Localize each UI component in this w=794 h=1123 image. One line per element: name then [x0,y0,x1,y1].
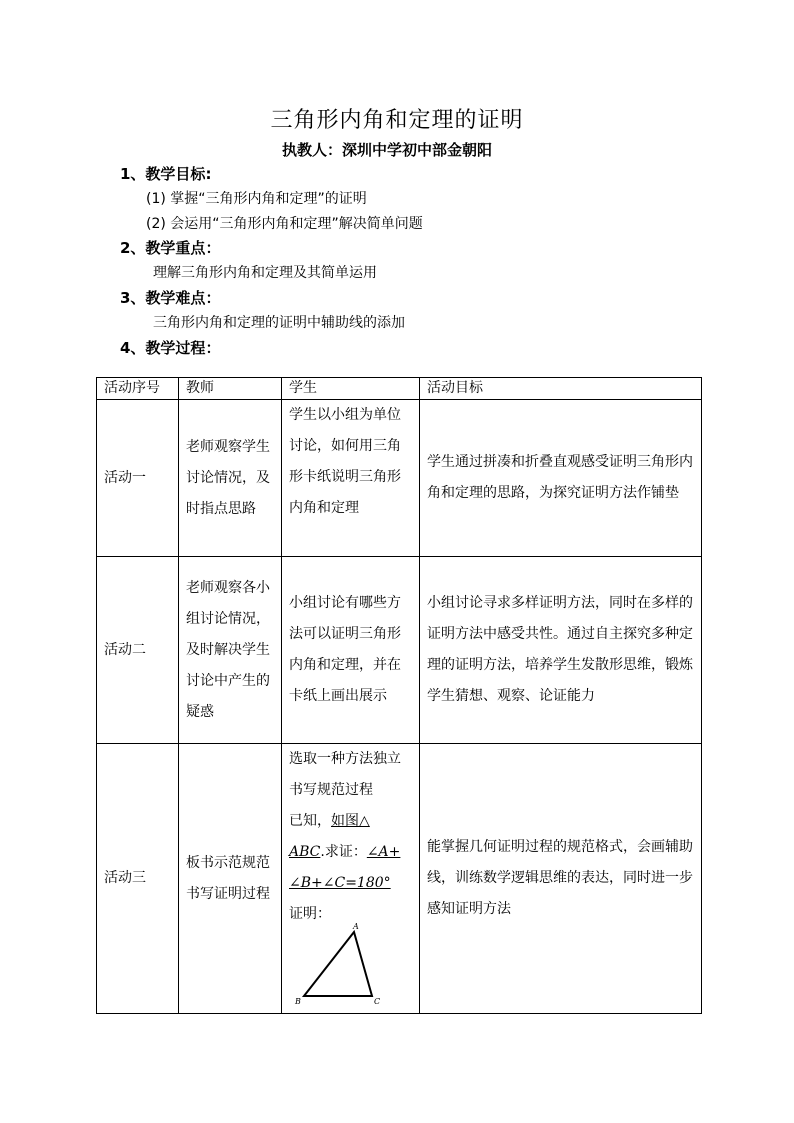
triangle-diagram [285,920,385,1006]
vertex-b-label: B [295,997,301,1006]
key-point-text: 理解三角形内角和定理及其简单运用 [153,265,377,281]
proof-given-cont [289,837,412,868]
activity-student-proof [282,744,420,1014]
proof-given [289,806,412,837]
claim-bc: ∠B+∠C=180° [289,875,391,891]
goal-item-2: (2) 会运用“三角形内角和定理”解决简单问题 [146,216,423,232]
given-prefix: 已知， [289,813,331,829]
process-heading: 4、教学过程： [120,339,221,357]
table-header-row [97,378,702,400]
claim-a: ∠A+ [366,844,401,860]
activity-seq: 活动二 [97,557,179,744]
activity-seq: 活动三 [97,744,179,1014]
goal-item-1: (1) 掌握“三角形内角和定理”的证明 [146,191,367,207]
header-seq: 活动序号 [97,378,179,400]
given-rest: .求证： [320,844,367,860]
activity-goal: 学生通过拼凑和折叠直观感受证明三角形内角和定理的思路，为探究证明方法作铺垫 [420,400,702,557]
vertex-a-label: A [353,922,359,931]
table-row [97,557,702,744]
document-title: 三角形内角和定理的证明 [270,108,524,133]
difficulty-text: 三角形内角和定理的证明中辅助线的添加 [153,315,405,331]
triangle-figure [289,922,412,1012]
triangle-shape [304,932,372,996]
given-link: 如图△ [331,813,370,829]
difficulty-heading: 3、教学难点： [120,289,221,307]
table-row [97,400,702,557]
activity-student: 小组讨论有哪些方法可以证明三角形内角和定理，并在卡纸上画出展示 [282,557,420,744]
activity-goal: 能掌握几何证明过程的规范格式，会画辅助线，训练数学逻辑思维的表达，同时进一步感知证明方法 [420,744,702,1014]
activity-seq: 活动一 [97,400,179,557]
activity-student: 学生以小组为单位讨论，如何用三角形卡纸说明三角形内角和定理 [282,400,420,557]
header-goal: 活动目标 [420,378,702,400]
key-point-heading: 2、教学重点： [120,239,221,257]
table-row [97,744,702,1014]
activity-goal: 小组讨论寻求多样证明方法，同时在多样的证明方法中感受共性。通过自主探究多种定理的证明方法，培养学生发散形思维，锻炼学生猜想、观察、论证能力 [420,557,702,744]
header-student: 学生 [282,378,420,400]
vertex-c-label: C [374,997,381,1006]
activity-teacher: 板书示范规范书写证明过程 [179,744,282,1014]
header-teacher: 教师 [179,378,282,400]
goals-heading: 1、教学目标: [120,165,212,183]
given-abc: ABC [289,844,321,860]
activity-table [96,377,702,1014]
proof-label: 证明： [289,906,331,922]
proof-intro: 选取一种方法独立书写规范过程 [289,751,401,798]
activity-teacher: 老师观察各小组讨论情况，及时解决学生讨论中产生的疑惑 [179,557,282,744]
author-line: 执教人：深圳中学初中部金朝阳 [282,141,493,159]
activity-teacher: 老师观察学生讨论情况，及时指点思路 [179,400,282,557]
